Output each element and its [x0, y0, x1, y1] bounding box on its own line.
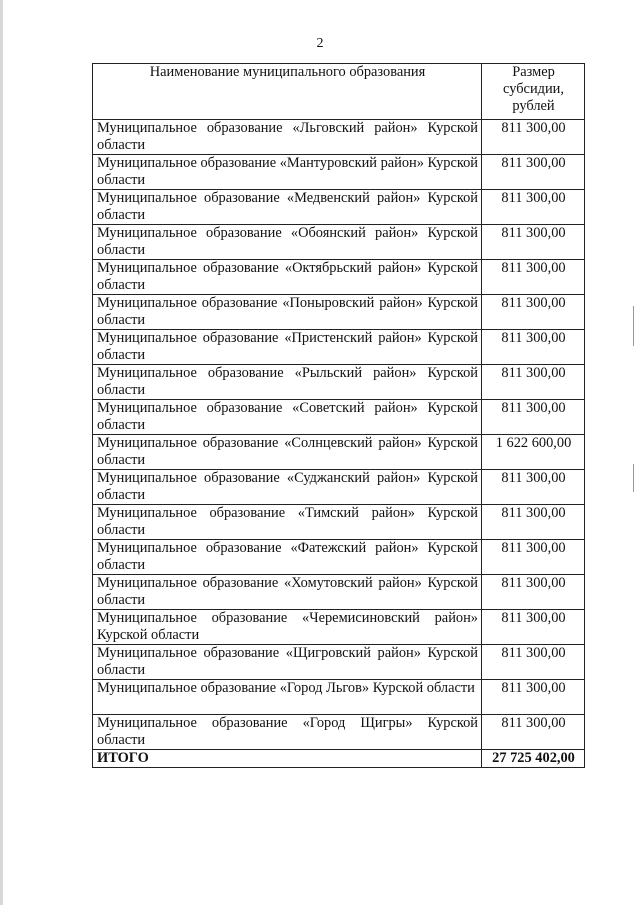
subsidy-amount: 811 300,00: [482, 540, 585, 575]
municipality-name: Муниципальное образование «Медвенский район» Курской области: [93, 190, 482, 225]
municipality-name: Муниципальное образование «Рыльский район» Курской области: [93, 365, 482, 400]
subsidy-amount: 811 300,00: [482, 575, 585, 610]
table-header-row: [93, 64, 585, 120]
scan-mark: [633, 464, 634, 492]
table-row: [93, 120, 585, 155]
subsidy-amount: 811 300,00: [482, 715, 585, 750]
municipality-name: Муниципальное образование «Тимский район» Курской области: [93, 505, 482, 540]
subsidy-amount: 811 300,00: [482, 120, 585, 155]
subsidy-table: [92, 63, 585, 768]
municipality-name: Муниципальное образование «Поныровский район» Курской области: [93, 295, 482, 330]
municipality-name: Муниципальное образование «Обоянский район» Курской области: [93, 225, 482, 260]
column-header-amount: Размер субсидии, рублей: [482, 64, 585, 120]
table-row: [93, 365, 585, 400]
subsidy-amount: 811 300,00: [482, 155, 585, 190]
municipality-name: Муниципальное образование «Черемисиновский район» Курской области: [93, 610, 482, 645]
subsidy-amount: 811 300,00: [482, 470, 585, 505]
subsidy-amount: 811 300,00: [482, 365, 585, 400]
municipality-name: Муниципальное образование «Льговский район» Курской области: [93, 120, 482, 155]
municipality-name: Муниципальное образование «Хомутовский район» Курской области: [93, 575, 482, 610]
subsidy-amount: 811 300,00: [482, 645, 585, 680]
table-row: [93, 400, 585, 435]
municipality-name: Муниципальное образование «Город Щигры» Курской области: [93, 715, 482, 750]
municipality-name: Муниципальное образование «Город Льгов» Курской области: [93, 680, 482, 715]
scan-edge: [0, 0, 3, 905]
subsidy-amount: 811 300,00: [482, 330, 585, 365]
municipality-name: Муниципальное образование «Пристенский район» Курской области: [93, 330, 482, 365]
table-row: [93, 645, 585, 680]
subsidy-amount: 1 622 600,00: [482, 435, 585, 470]
table-row: [93, 435, 585, 470]
municipality-name: Муниципальное образование «Советский район» Курской области: [93, 400, 482, 435]
municipality-name: Муниципальное образование «Суджанский район» Курской области: [93, 470, 482, 505]
municipality-name: Муниципальное образование «Мантуровский район» Курской области: [93, 155, 482, 190]
page-number: 2: [316, 36, 324, 51]
table-row: [93, 680, 585, 715]
column-header-name: Наименование муниципального образования: [93, 64, 482, 120]
table-row: [93, 190, 585, 225]
table-row: [93, 260, 585, 295]
table-row: [93, 575, 585, 610]
total-row: [93, 750, 585, 768]
table-row: [93, 505, 585, 540]
subsidy-amount: 811 300,00: [482, 505, 585, 540]
subsidy-amount: 811 300,00: [482, 225, 585, 260]
table-row: [93, 610, 585, 645]
total-label: ИТОГО: [93, 750, 482, 768]
subsidy-amount: 811 300,00: [482, 680, 585, 715]
table-row: [93, 540, 585, 575]
municipality-name: Муниципальное образование «Щигровский район» Курской области: [93, 645, 482, 680]
subsidy-amount: 811 300,00: [482, 610, 585, 645]
table-body: [93, 120, 585, 750]
municipality-name: Муниципальное образование «Фатежский район» Курской области: [93, 540, 482, 575]
table-row: [93, 295, 585, 330]
table-row: [93, 330, 585, 365]
scan-mark: [633, 306, 634, 346]
subsidy-amount: 811 300,00: [482, 190, 585, 225]
table-row: [93, 155, 585, 190]
table-row: [93, 470, 585, 505]
municipality-name: Муниципальное образование «Солнцевский район» Курской области: [93, 435, 482, 470]
municipality-name: Муниципальное образование «Октябрьский район» Курской области: [93, 260, 482, 295]
subsidy-amount: 811 300,00: [482, 400, 585, 435]
table-row: [93, 225, 585, 260]
subsidy-amount: 811 300,00: [482, 295, 585, 330]
subsidy-amount: 811 300,00: [482, 260, 585, 295]
table-row: [93, 715, 585, 750]
total-amount: 27 725 402,00: [482, 750, 585, 768]
